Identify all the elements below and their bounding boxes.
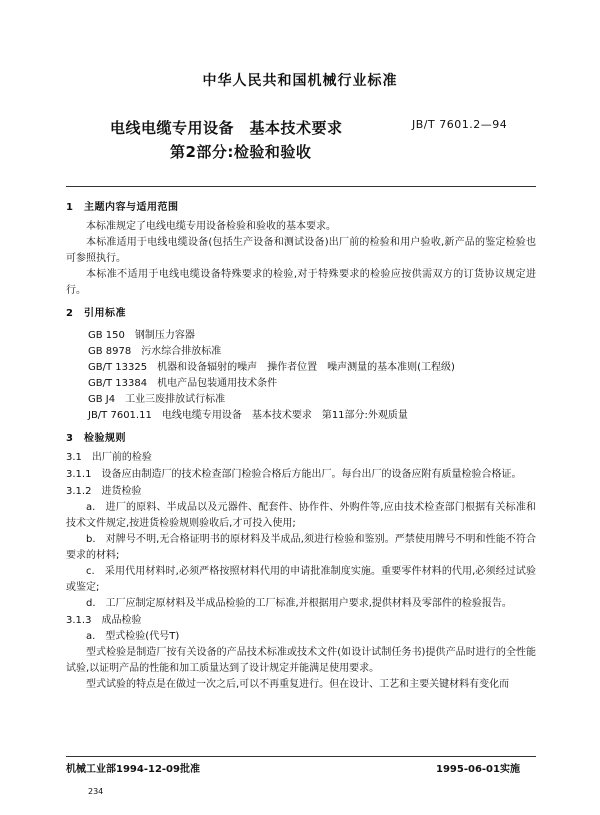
section-1-heading: 1 主题内容与适用范围 [66, 202, 179, 213]
reference-list [66, 328, 536, 424]
page-number: 234 [88, 787, 104, 796]
approval-date: 机械工业部1994-12-09批准 [66, 764, 200, 775]
reference-item: GB 8978 污水综合排放标准 [88, 346, 222, 357]
header-divider [66, 186, 536, 187]
type-test-paragraph: 型式试验的特点是在做过一次之后,可以不再重复进行。但在设计、工艺和主要关键材料有变化而 [86, 679, 510, 690]
type-test-paragraph: 型式检验是制造厂按有关设备的产品技术标准或技术文件(如设计试制任务书)提供产品时进行的全性能试验,以证明产品的性能和加工质量达到了设计规定并能满足使用要求。 [66, 647, 536, 674]
section-3-heading: 3 检验规则 [66, 433, 126, 444]
section-1-paragraph: 本标准适用于电线电缆设备(包括生产设备和测试设备)出厂前的检验和用户验收,新产品的鉴定检验也可参照执行。 [66, 237, 536, 264]
standard-subtitle: 第2部分:检验和验收 [170, 143, 312, 161]
reference-item: GB J4 工业三废排放试行标准 [88, 394, 226, 405]
clause-3-1-1: 3.1.1 设备应由制造厂的技术检查部门检验合格后方能出厂。每台出厂的设备应附有质量检验合格证。 [66, 469, 522, 480]
list-item: b. 对牌号不明,无合格证明书的原材料及半成品,须进行检验和鉴别。严禁使用牌号不明和性能不符合要求的材料; [66, 534, 536, 561]
reference-item: JB/T 7601.11 电线电缆专用设备 基本技术要求 第11部分:外观质量 [88, 410, 408, 421]
list-item: c. 采用代用材料时,必须严格按照材料代用的申请批准制度实施。重要零件材料的代用,必须经过试验或鉴定; [66, 566, 536, 593]
reference-item: GB/T 13384 机电产品包装通用技术条件 [88, 378, 278, 389]
list-item: a. 型式检验(代号T) [86, 631, 180, 642]
section-2-heading: 2 引用标准 [66, 308, 126, 319]
clause-3-1-3: 3.1.3 成品检验 [66, 615, 142, 626]
standard-code: JB/T 7601.2—94 [412, 118, 508, 131]
list-item: a. 进厂的原料、半成品以及元器件、配套件、协作件、外购件等,应由技术检查部门根据有关标准和技术文件规定,按进货检验规则验收后,才可投入使用; [66, 502, 536, 529]
standard-title: 电线电缆专用设备 基本技术要求 [110, 119, 343, 137]
document-body [66, 200, 536, 693]
footer-divider [66, 756, 536, 757]
clause-3-1-2: 3.1.2 进货检验 [66, 486, 142, 497]
reference-item: GB 150 钢制压力容器 [88, 330, 195, 341]
section-1-paragraph: 本标准不适用于电线电缆设备特殊要求的检验,对于特殊要求的检验应按供需双方的订货协议规定进行。 [66, 269, 536, 296]
reference-item: GB/T 13325 机器和设备辐射的噪声 操作者位置 噪声测量的基本准则(工程级) [88, 362, 455, 373]
effective-date: 1995-06-01实施 [436, 764, 520, 775]
section-1-paragraph: 本标准规定了电线电缆专用设备检验和验收的基本要求。 [86, 221, 336, 232]
org-title: 中华人民共和国机械行业标准 [202, 73, 398, 89]
list-item: d. 工厂应制定原材料及半成品检验的工厂标准,并根据用户要求,提供材料及零部件的检验报告。 [86, 598, 512, 609]
clause-3-1: 3.1 出厂前的检验 [66, 452, 152, 463]
